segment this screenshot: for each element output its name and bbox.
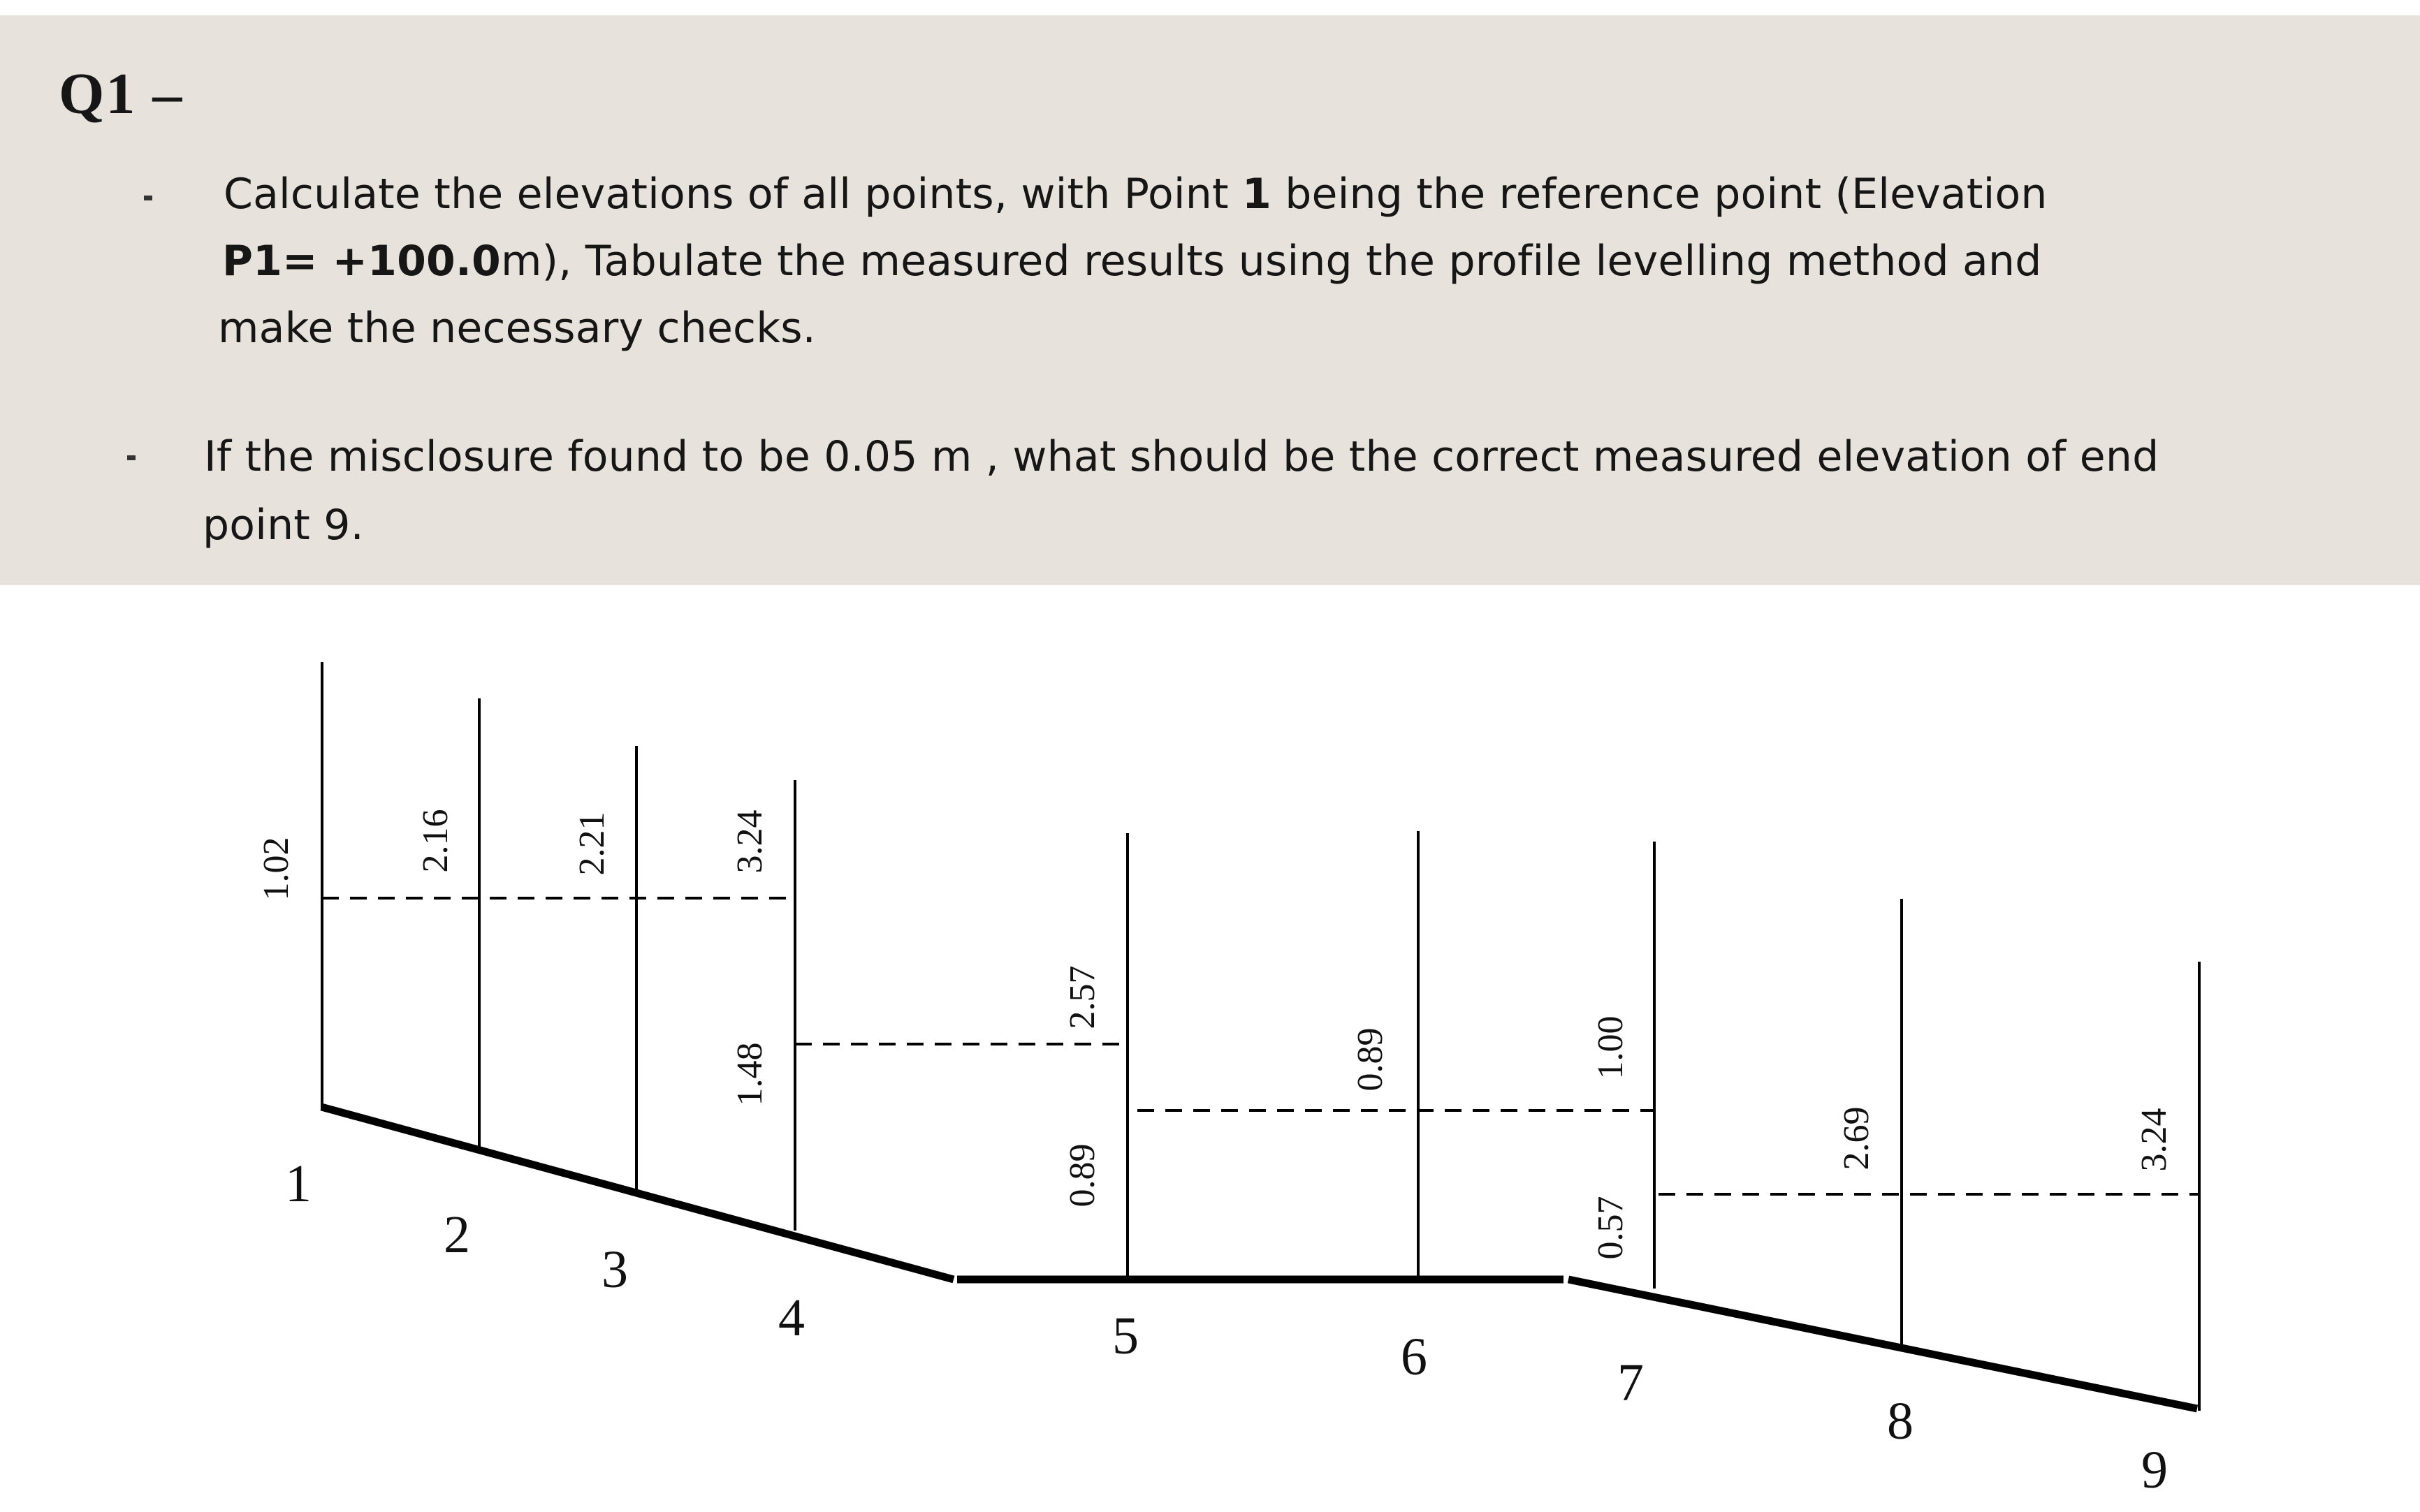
staff-reading-labels: [256, 809, 2174, 1260]
point-label-9: 9: [2141, 1441, 2168, 1499]
reading-3-24-setup1: 3.24: [730, 809, 770, 874]
question-title: Q1 –: [59, 61, 184, 126]
bullet1-line1-text: Calculate the elevations of all points, with Point: [224, 170, 1229, 219]
bullet-marker-2: [127, 455, 136, 460]
point-reference: 1: [1242, 170, 1271, 219]
bullet1-line1: [224, 161, 2048, 228]
reading-1-00: 1.00: [1591, 1015, 1631, 1080]
reading-0-57: 0.57: [1591, 1196, 1631, 1260]
point-label-2: 2: [444, 1205, 470, 1264]
bullet-marker-1: [144, 196, 152, 200]
bullet1-line3: make the necessary checks.: [218, 304, 816, 353]
reading-2-16: 2.16: [416, 809, 455, 873]
reading-2-57: 2.57: [1063, 965, 1102, 1029]
reading-0-89-setup2: 0.89: [1063, 1143, 1102, 1208]
point-label-7: 7: [1617, 1353, 1644, 1412]
point-label-6: 6: [1401, 1328, 1427, 1386]
ground-segment-7-9: [1568, 1279, 2197, 1409]
bullet2-line2: point 9.: [203, 501, 364, 550]
point-label-5: 5: [1112, 1307, 1139, 1365]
reading-2-21: 2.21: [572, 812, 612, 876]
point-label-1: 1: [285, 1154, 312, 1213]
reading-2-69: 2.69: [1837, 1106, 1876, 1170]
profile-levelling-diagram: [0, 585, 2420, 1512]
point-number-labels: [285, 1154, 2168, 1499]
reading-1-48: 1.48: [730, 1042, 770, 1106]
reading-0-89-setup3: 0.89: [1350, 1027, 1390, 1092]
bullet1-line2-text: m), Tabulate the measured results using the profile levelling method and: [500, 237, 2042, 286]
question-panel: [0, 15, 2420, 585]
bullet1-line1-end: being the reference point (Elevation: [1285, 170, 2048, 219]
reference-elevation: P1= +100.0: [222, 237, 501, 286]
reading-1-02: 1.02: [256, 837, 296, 901]
bullet2-line1: If the misclosure found to be 0.05 m , what should be the correct measured elevation of end: [204, 432, 2159, 481]
bullet1-line2: [222, 228, 2042, 295]
lines-of-sight: [322, 898, 2199, 1194]
point-label-4: 4: [778, 1289, 805, 1347]
point-label-3: 3: [602, 1240, 628, 1299]
reading-3-24-setup4: 3.24: [2134, 1108, 2174, 1172]
point-label-8: 8: [1887, 1392, 1914, 1451]
